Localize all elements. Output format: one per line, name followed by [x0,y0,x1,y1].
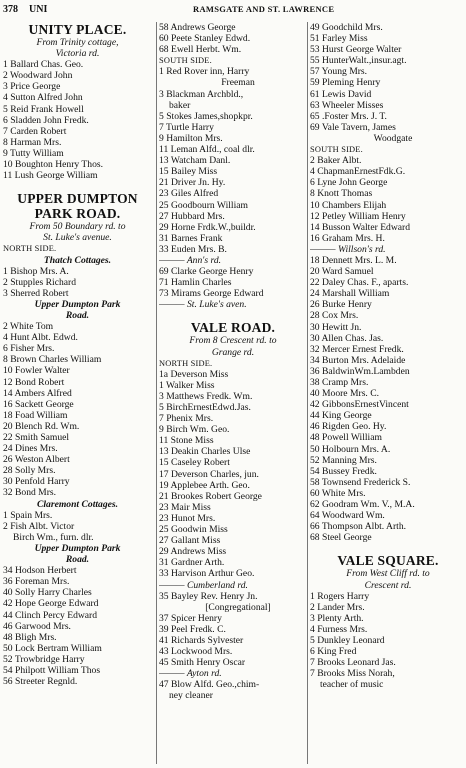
directory-entry: 37 Spicer Henry [159,612,222,624]
directory-entry: 14 Busson Walter Edward [310,221,411,233]
directory-entry: 22 Daley Chas. F., aparts. [310,277,409,289]
directory-entry: 6 Sladden John Fredk. [3,114,89,126]
directory-entry: 48 Powell William [310,432,382,444]
directory-entry: 33 Harvison Arthur Geo. [159,568,255,580]
directory-entry: 28 Cox Mrs. [310,310,359,322]
street-heading: UNITY PLACE. [28,22,127,37]
directory-entry: 8 Harman Mrs. [3,136,62,148]
directory-entry: 57 Young Mrs. [310,66,368,78]
directory-entry: 1 Walker Miss [159,379,215,391]
directory-entry: 1 Rogers Harry [310,590,370,602]
directory-entry: 25 Goodwin Miss [159,524,228,536]
directory-entry: 15 Bailey Miss [159,166,218,178]
directory-entry: 10 Boughton Henry Thos. [3,159,104,171]
directory-entry: 50 Lock Bertram William [3,642,102,654]
directory-entry: 9 Birch Wm. Geo. [159,424,230,436]
directory-entry: 1 Ballard Chas. Geo. [3,59,84,71]
directory-entry: 4 Hunt Albt. Edwd. [3,332,78,344]
directory-entry: 29 Andrews Miss [159,546,227,558]
directory-entry: 65 .Foster Mrs. J. T. [310,110,387,122]
directory-entry: 58 Townsend Frederick S. [310,476,411,488]
directory-entry: 13 Deakin Charles Ulse [159,446,251,458]
directory-entry: 7 Turtle Harry [159,121,214,133]
directory-entry: 53 Hurst George Walter [310,44,402,56]
directory-entry: 8 Brown Charles William [3,354,102,366]
directory-entry: 52 Manning Mrs. [310,454,377,466]
directory-entry: 28 Solly Mrs. [3,465,56,477]
cross-street: ——— Ayton rd. [159,668,222,680]
terrace-heading: Upper Dumpton Park [34,542,121,554]
directory-entry: Woodgate [373,132,413,144]
street-route: From Trinity cottage, [36,37,119,48]
directory-entry: Freeman [221,77,255,89]
street-heading: PARK ROAD. [34,206,121,222]
directory-entry: 5 Stokes James,shopkpr. [159,110,253,122]
directory-entry: 69 Vale Tavern, James [310,121,396,133]
side-label: SOUTH SIDE. [159,56,212,66]
street-route: From 50 Boundary rd. to [29,221,126,233]
cross-street: ——— Ann's rd. [159,254,222,266]
directory-entry: 10 Chambers Elijah [310,199,387,211]
directory-entry: 56 Streeter Regnld. [3,676,78,688]
directory-entry: 22 Smith Samuel [3,432,70,443]
directory-entry: 21 Driver Jn. Hy. [159,177,226,189]
directory-entry: 42 GibbonsErnestVincent [310,399,409,411]
street-heading: VALE SQUARE. [337,553,439,569]
street-route: Crescent rd. [364,579,412,591]
directory-entry: 54 Bussey Fredk. [310,465,377,477]
directory-entry: 3 Price George [3,81,61,93]
directory-entry: 14 Ambers Alfred [3,387,72,399]
directory-entry: 31 Barnes Frank [159,232,223,244]
column-3 [307,22,466,764]
directory-entry: 12 Petley William Henry [310,210,406,222]
directory-entry: 60 White Mrs. [310,487,366,499]
directory-entry: baker [169,99,191,111]
directory-entry: 2 Fish Albt. Victor [3,520,75,532]
directory-entry: 6 King Fred [310,646,357,658]
directory-entry: 26 Burke Henry [310,299,372,311]
street-heading: UPPER DUMPTON [17,191,138,207]
directory-entry: 7 Phenix Mrs. [159,413,214,425]
directory-entry: 24 Dines Mrs. [3,443,58,455]
directory-entry: 5 Dunkley Leonard [310,634,385,646]
directory-entry: 35 Bayley Rev. Henry Jn. [159,590,258,602]
street-route: From 8 Crescent rd. to [189,335,277,347]
directory-entry: 11 Leman Alfd., coal dlr. [159,144,255,156]
directory-entry: 46 Rigden Geo. Hy. [310,421,387,433]
directory-entry: 71 Hamlin Charles [159,277,232,289]
directory-entry: 23 Mair Miss [159,501,211,513]
directory-entry: 40 Solly Harry Charles [3,587,92,599]
spacer [3,181,152,191]
directory-entry: 29 Horne Frdk.W.,buildr. [159,221,256,233]
directory-entry: 44 King George [310,410,372,422]
directory-entry: ney cleaner [169,690,213,702]
directory-entry: 4 Furness Mrs. [310,623,368,635]
directory-entry: 34 Burton Mrs. Adelaide [310,354,406,366]
directory-entry: 8 Knott Thomas [310,188,373,200]
directory-entry: 44 Clinch Percy Edward [3,609,98,621]
directory-entry: 23 Giles Alfred [159,188,219,200]
directory-entry: 1 Bishop Mrs. A. [3,265,69,277]
directory-entry: 12 Bond Robert [3,376,65,388]
column-2 [156,22,307,764]
terrace-heading: Road. [65,309,90,321]
cross-street: ——— St. Luke's aven. [159,299,247,311]
directory-entry: 9 Hamilton Mrs. [159,132,223,144]
directory-entry: 2 White Tom [3,321,54,333]
page-header [3,4,463,20]
directory-entry: 7 Carden Robert [3,125,67,137]
directory-entry: 61 Lewis David [310,88,372,100]
directory-entry: 49 Goodchild Mrs. [310,22,383,33]
directory-entry: 3 Plenty Arth. [310,612,364,624]
terrace-heading: Road. [65,554,90,566]
directory-entry: 25 Goodbourn William [159,199,248,211]
directory-entry: 20 Ward Samuel [310,266,374,278]
directory-entry: 60 Peete Stanley Edwd. [159,33,251,45]
directory-entry: 27 Gallant Miss [159,535,221,547]
directory-entry: 46 Garwood Mrs. [3,620,71,632]
cross-street: ——— Willson's rd. [310,243,386,255]
directory-entry: 59 Pleming Henry [310,77,381,89]
spacer [159,310,307,320]
street-heading: VALE ROAD. [190,320,276,336]
directory-entry: 68 Ewell Herbt. Wm. [159,44,242,56]
directory-entry: 51 Farley Miss [310,33,368,45]
directory-entry: 21 Brookes Robert George [159,490,262,502]
side-label: NORTH SIDE. [159,358,213,368]
directory-entry: 38 Cramp Mrs. [310,377,369,388]
side-label: SOUTH SIDE. [310,145,363,155]
directory-entry: 50 Holbourn Mrs. A. [310,443,391,455]
directory-entry: 55 HunterWalt.,insur.agt. [310,55,407,67]
directory-entry: 18 Foad William [3,409,68,421]
directory-entry: 45 Smith Henry Oscar [159,657,246,669]
directory-entry: 13 Watcham Danl. [159,155,231,167]
directory-entry: 31 Gardner Arth. [159,557,225,569]
column-1 [3,22,152,764]
directory-entry: 18 Dennett Mrs. L. M. [310,254,397,266]
street-route: From West Cliff rd. to [346,568,430,580]
directory-entry: 5 Reid Frank Howell [3,103,84,115]
directory-entry: 54 Philpott William Thos [3,664,101,676]
directory-entry: 34 Hodson Herbert [3,565,77,577]
directory-entry: 42 Hope George Edward [3,598,99,610]
directory-entry: 36 Foreman Mrs. [3,576,70,588]
directory-entry: 2 Baker Albt. [310,155,362,167]
directory-entry: 33 Euden Mrs. B. [159,243,227,255]
street-route: Grange rd. [211,346,255,358]
directory-entry: 19 Applebee Arth. Geo. [159,479,250,491]
directory-entry: 68 Steel George [310,532,372,544]
directory-entry: 4 ChapmanErnestFdk.G. [310,166,406,178]
header-abbrev: UNI [29,4,48,15]
terrace-heading: Thatch Cottages. [43,254,112,266]
directory-entry: 36 BaldwinWm.Lambden [310,365,410,377]
header-title: RAMSGATE AND ST. LAWRENCE [193,4,335,14]
directory-entry: 62 Goodram Wm. V., M.A. [310,499,415,511]
directory-entry: 10 Fowler Walter [3,365,70,377]
directory-entry: 30 Allen Chas. Jas. [310,332,384,344]
directory-entry: 64 Woodward Wm. [310,510,385,522]
terrace-heading: Upper Dumpton Park [34,298,121,310]
directory-entry: 23 Hunot Mrs. [159,512,216,524]
directory-entry: 43 Lockwood Mrs. [159,646,233,658]
directory-entry: 52 Trowbridge Harry [3,653,85,665]
directory-entry: 58 Andrews George [159,22,236,33]
directory-entry: 4 Sutton Alfred John [3,92,83,104]
directory-entry: [Congregational] [205,601,271,613]
directory-entry: 1a Deverson Miss [159,368,229,380]
directory-entry: 11 Stone Miss [159,435,214,447]
directory-entry: 17 Deverson Charles, jun. [159,468,259,480]
directory-entry: 32 Bond Mrs. [3,487,57,499]
directory-entry: 30 Penfold Harry [3,476,70,488]
directory-entry: 66 Thompson Albt. Arth. [310,521,407,533]
directory-entry: 11 Lush George William [3,170,98,182]
spacer [310,543,466,553]
directory-entry: 26 Weston Albert [3,454,70,466]
directory-entry: 24 Marshall William [310,288,390,300]
directory-entry: 7 Brooks Miss Norah, [310,668,395,680]
directory-entry: 73 Mirams George Edward [159,288,264,300]
directory-entry: 27 Hubbard Mrs. [159,210,225,222]
side-label: NORTH SIDE. [3,244,57,254]
directory-entry: 3 Matthews Fredk. Wm. [159,390,253,402]
directory-entry: 1 Spain Mrs. [3,509,53,521]
directory-entry: 3 Blackman Archbld., [159,88,244,100]
directory-entry: 2 Lander Mrs. [310,601,365,613]
directory-entry: 7 Brooks Leonard Jas. [310,657,396,669]
directory-entry: 1 Red Rover inn, Harry [159,66,250,78]
street-route: St. Luke's avenue. [43,232,112,244]
directory-entry: 15 Caseley Robert [159,457,230,469]
directory-entry: 16 Sackett George [3,398,74,410]
directory-entry: 47 Blow Alfd. Geo.,chim- [159,679,260,691]
terrace-heading: Claremont Cottages. [36,498,119,510]
directory-entry: 2 Woodward John [3,70,73,82]
directory-entry: 5 BirchErnestEdwd.Jas. [159,402,251,413]
directory-entry: teacher of music [320,679,384,691]
directory-entry: 9 Tutty William [3,147,64,159]
directory-entry: 40 Moore Mrs. C. [310,388,380,400]
directory-entry: 69 Clarke George Henry [159,266,254,278]
directory-entry: 30 Hewitt Jn. [310,321,362,333]
directory-entry: 32 Mercer Ernest Fredk. [310,343,404,355]
directory-entry: Birch Wm., furn. dlr. [13,531,94,543]
street-route: Victoria rd. [55,48,100,60]
directory-entry: 3 Sherred Robert [3,287,69,299]
directory-entry: 39 Peel Fredk. C. [159,623,226,635]
directory-entry: 63 Wheeler Misses [310,99,384,111]
directory-entry: 6 Lyne John George [310,177,388,189]
directory-entry: 16 Graham Mrs. H. [310,232,385,244]
directory-entry: 20 Blench Rd. Wm. [3,420,80,432]
directory-entry: 48 Bligh Mrs. [3,631,57,643]
directory-entry: 2 Stupples Richard [3,276,77,288]
directory-entry: 41 Richards Sylvester [159,634,244,646]
cross-street: ——— Cumberland rd. [159,579,248,591]
page-number: 378 [3,4,18,15]
directory-entry: 6 Fisher Mrs. [3,343,55,355]
